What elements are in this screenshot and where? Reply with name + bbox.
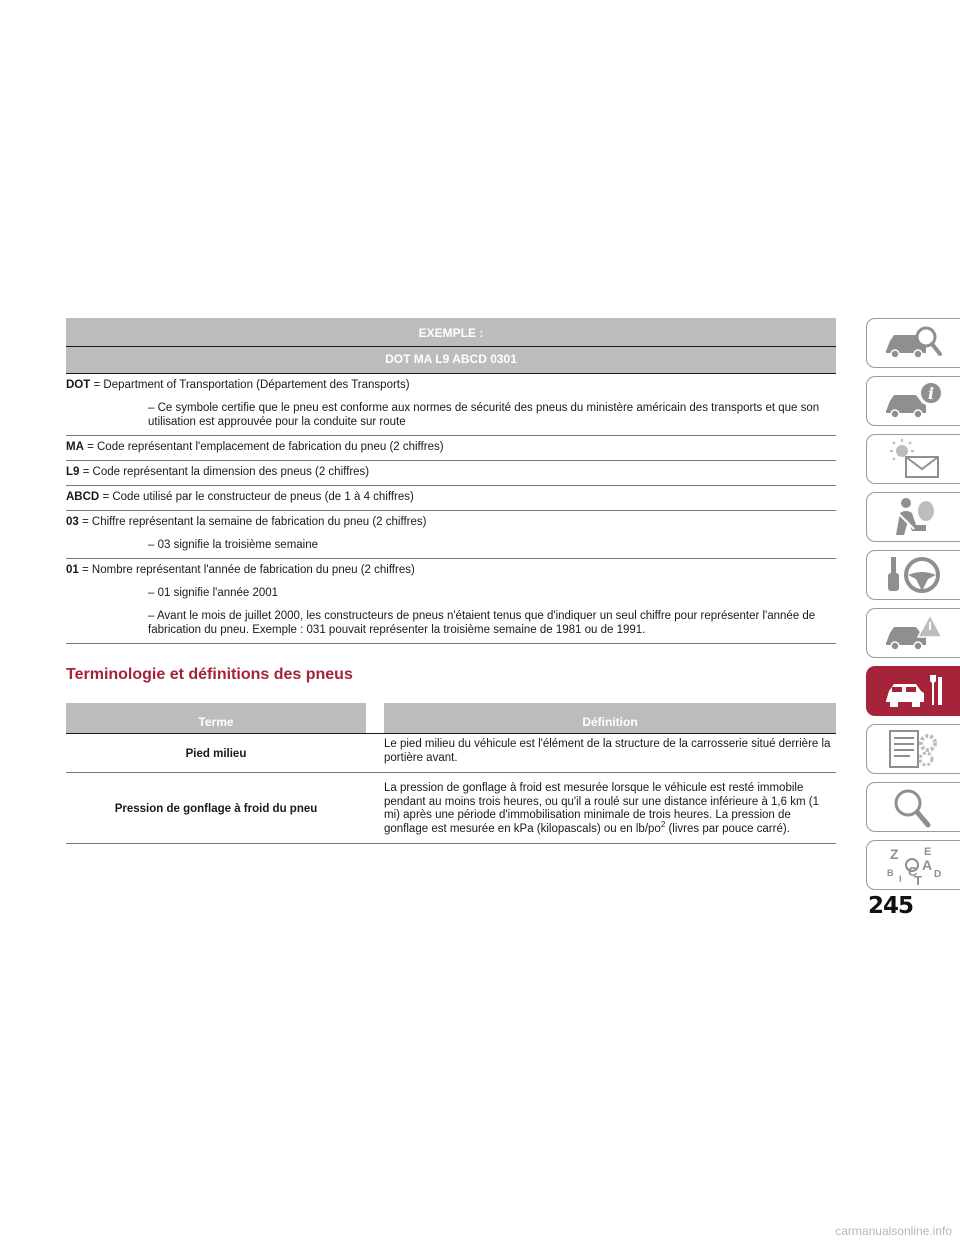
tab-car-info[interactable]	[866, 376, 960, 426]
svg-text:E: E	[923, 846, 931, 858]
watermark: carmanualsonline.info	[835, 1224, 952, 1238]
code-desc: = Department of Transportation (Département des Transports)	[93, 379, 410, 391]
example-header: EXEMPLE :	[66, 318, 836, 347]
tab-technical-specs[interactable]	[866, 724, 960, 774]
definition-cell	[384, 773, 836, 843]
svg-text:T: T	[913, 873, 922, 887]
column-header-term: Terme	[198, 715, 234, 729]
tab-emergency[interactable]	[866, 608, 960, 658]
superscript: 2	[660, 819, 666, 829]
svg-text:Z: Z	[889, 846, 899, 862]
code-desc: = Code représentant la dimension des pneus (2 chiffres)	[82, 466, 370, 478]
code-row-01	[66, 559, 836, 644]
definition-cell: Le pied milieu du véhicule est l'élément de la structure de la carrosserie situé derrière la portière avant.	[384, 738, 831, 764]
tab-starting-driving[interactable]	[866, 550, 960, 600]
code-note: – Ce symbole certifie que le pneu est conforme aux normes de sécurité des pneus du ministère américain des transports et que son utilisation est approuvée pour la conduite sur route	[148, 402, 820, 428]
code-note: – Avant le mois de juillet 2000, les constructeurs de pneus n'étaient tenus que d'indiquer un seul chiffre pour représenter l'année de fabrication du pneu. Exemple : 031 pouvait représenter la troisième semaine de 1981 ou de 1991.	[148, 610, 816, 636]
code-label: ABCD	[66, 491, 100, 503]
svg-text:A: A	[921, 857, 932, 873]
code-row-dot	[66, 374, 836, 436]
magnifier-icon	[882, 785, 946, 829]
table-header	[66, 703, 836, 734]
tab-warning-lights[interactable]	[866, 434, 960, 484]
definition-text: La pression de gonflage à froid est mesurée lorsque le véhicule est resté immobile pendant au moins trois heures, ou qu'il a roulé sur une distance inférieure à 1,6 km (1 mi) après une période d'immobilisation minimale de trois heures. La pression de gonflage est mesurée en kPa (kilopascals) ou en lb/po	[384, 782, 819, 835]
code-label: MA	[66, 441, 84, 453]
tab-car-search[interactable]	[866, 318, 960, 368]
code-desc: = Chiffre représentant la semaine de fabrication du pneu (2 chiffres)	[82, 516, 427, 528]
svg-text:i: i	[927, 384, 934, 403]
alphabet-index-icon	[882, 843, 946, 887]
tab-index[interactable]	[866, 840, 960, 890]
table-row	[66, 734, 836, 773]
key-steering-wheel-icon	[882, 553, 946, 597]
code-note: – 01 signifie l'année 2001	[148, 587, 279, 599]
code-row-abcd	[66, 486, 836, 511]
term-cell: Pied milieu	[185, 748, 247, 760]
svg-text:B: B	[886, 868, 893, 878]
car-wrench-icon	[882, 669, 946, 713]
code-note: – 03 signifie la troisième semaine	[148, 539, 319, 551]
definition-text-end: (livres par pouce carré).	[665, 822, 790, 835]
section-title: Terminologie et définitions des pneus	[66, 666, 353, 683]
code-label: 03	[66, 516, 79, 528]
code-desc: = Nombre représentant l'année de fabrication du pneu (2 chiffres)	[82, 564, 415, 576]
example-code: DOT MA L9 ABCD 0301	[66, 347, 836, 374]
code-row-l9	[66, 461, 836, 486]
main-content	[66, 318, 836, 844]
svg-text:C: C	[907, 864, 917, 879]
code-row-03	[66, 511, 836, 559]
column-header-definition: Définition	[582, 715, 638, 729]
car-info-icon	[882, 379, 946, 423]
page-number: 245	[868, 893, 914, 919]
warning-lights-message-icon	[882, 437, 946, 481]
term-cell: Pression de gonflage à froid du pneu	[114, 803, 318, 815]
tab-service-maintenance[interactable]	[866, 666, 960, 716]
code-label: L9	[66, 466, 80, 478]
car-search-icon	[882, 321, 946, 365]
table-row	[66, 773, 836, 844]
seatbelt-airbag-icon	[882, 495, 946, 539]
car-emergency-icon	[882, 611, 946, 655]
specs-gears-icon	[882, 727, 946, 771]
tab-safety[interactable]	[866, 492, 960, 542]
svg-text:D: D	[933, 869, 941, 880]
code-label: DOT	[66, 379, 91, 391]
code-desc: = Code utilisé par le constructeur de pneus (de 1 à 4 chiffres)	[102, 491, 414, 503]
code-row-ma	[66, 436, 836, 461]
tab-search[interactable]	[866, 782, 960, 832]
code-label: 01	[66, 564, 79, 576]
svg-text:I: I	[898, 874, 902, 884]
code-desc: = Code représentant l'emplacement de fabrication du pneu (2 chiffres)	[87, 441, 444, 453]
